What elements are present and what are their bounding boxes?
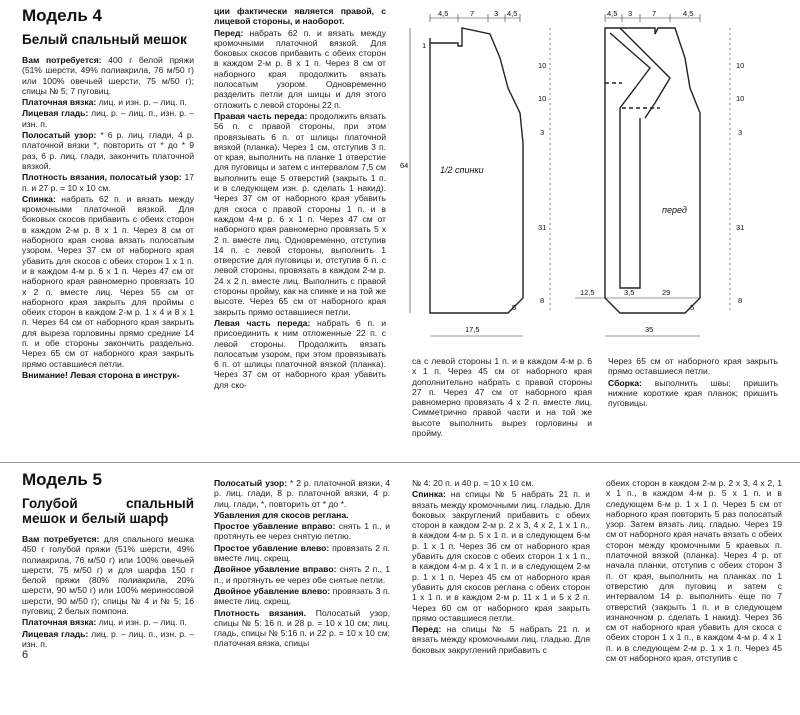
paragraph-text: продолжить вязать 56 п. с правой стороны, при этом провязывать 6 п. от шлицы платочной вязкой (планка). Через 1 см, отступив 3 п. от края, выполнить на планке 1 отверстие для пуговицы и затем с интервалом 7,5 см выполнить еще 5 отверстий (закрыть 1 п. и в следующем изн. р. сделать 1 накид). Через 37 см от наборного края убавить для скоса с правой стороны 1 п. и в каждом 4-м р. 6 х 1 п. Через 47 см от наборного края равномерно провязать 5 х 2 п. вместе лиц. Одновременно, отступив 14 п. с левой стороны, выполнить 1 отверстие для пуговицы и, отступив 6 п. с левой стороны, провязать в каждом 2-м р. 24 х 2 п. вместе лиц. Выполнить с правой стороны пройму, как на спинке и на той же высоте. Через 65 см от наборного края закрыть прямо оставшиеся петли.: [214, 110, 386, 317]
model4-col2-lead: ции фактически является правой, с лицевой стороны, и наоборот.: [214, 6, 386, 27]
paragraph-heading: Сборка:: [608, 377, 642, 388]
paragraph-text: выполнить швы; пришить нижние короткие края планок; пришить пуговицы.: [608, 377, 778, 409]
dim-bottom-front: 35: [645, 325, 654, 334]
paragraph: [412, 478, 590, 488]
paragraph-heading: Плотность вязания.: [214, 607, 307, 618]
model5-col3-body: [412, 478, 590, 655]
paragraph-heading: Правая часть переда:: [214, 110, 308, 121]
dim-top-right-4: 4,5: [683, 9, 694, 18]
model4-column-2: [214, 6, 386, 458]
paragraph-heading: Платочная вязка:: [22, 617, 97, 628]
paragraph-text: лиц. и изн. р. – лиц. п.: [96, 617, 187, 628]
paragraph: [214, 543, 390, 564]
model4-col4-body: [608, 356, 778, 408]
paragraph: [214, 608, 390, 649]
model4-column-4: [608, 356, 778, 456]
pattern-diagram: [400, 8, 800, 348]
model4-column-1: [22, 6, 194, 458]
paragraph-text: Полосатый узор, спицы № 5: 16 п. и 28 р. = 10 х 10 см; лиц. гладь, спицы № 5:16 п. и 22 р. = 10 х 10 см; платочная вязка, спицы: [214, 607, 390, 649]
dim-slit-1: 12,5: [580, 288, 595, 297]
paragraph: [214, 111, 386, 317]
paragraph: [22, 617, 194, 627]
paragraph: [22, 534, 194, 616]
paragraph-heading: Вам потребуется:: [22, 55, 102, 65]
model5-column-1: [22, 470, 194, 715]
paragraph-heading: Полосатый узор:: [214, 478, 288, 488]
model5-column-3: [412, 478, 590, 715]
dim-top-right-2: 3: [628, 9, 633, 18]
paragraph-heading: Убавления для скосов реглана.: [214, 509, 349, 520]
dim-slit-2: 3,5: [624, 288, 635, 297]
paragraph: [22, 108, 194, 129]
dim-top-left-2: 7: [470, 9, 475, 18]
model4-col1-body: [22, 55, 194, 380]
dim-right-3: 3: [738, 128, 743, 137]
paragraph-text: набрать 6 п. и присоединить к ним отложенные 22 п. с левой стороны. Продолжить вязать полосатым узором, при этом провязывать 6 п. от шлицы платочной вязкой (планка). Через 37 см от наборного края убавить для ско-: [214, 317, 386, 390]
model5-title: Модель 5: [22, 470, 102, 489]
paragraph-text: снять 1 п., и протянуть ее через снятую петлю.: [214, 521, 390, 542]
dim-mid-3: 3: [540, 128, 545, 137]
model5-subtitle: Голубой спальный мешок и белый шарф: [22, 496, 194, 526]
paragraph-text: 17 п. и 27 р. = 10 х 10 см.: [22, 172, 194, 193]
label-back: 1/2 спинки: [440, 165, 484, 175]
dim-right-2: 10: [736, 94, 745, 103]
model4-col3-text: са с левой стороны 1 п. и в каждом 4-м р. 6 х 1 п. Через 45 см от наборного края дополнительно набрать с правой стороны 27 п. Через 47 см от наборного края равномерно провязать 4 х 2 п. вместе лиц. Симметрично правой части и на той же высоте выполнить вырез горловины и пройму.: [412, 356, 592, 439]
dim-side-5-right: 5: [690, 303, 695, 312]
paragraph-text: набрать 62 п. и вязать между кромочными платочной вязкой. Для боковых скосов прибавить с обеих сторон в каждом 2-м р. 8 х 1 п. Через 8 см от наборного края продолжить вязать полосатым узором. Одновременно разделить петли для шицы и для этого отложить с левой стороны 22 п.: [214, 27, 386, 110]
paragraph: [214, 586, 390, 607]
paragraph-heading: Перед:: [412, 624, 442, 635]
paragraph: [608, 356, 778, 377]
paragraph: [214, 28, 386, 110]
paragraph-text: 400 г белой пряжи (51% шерсти, 49% полиакрила, 76 м/50 г) или 100% овечьей шерсти, 75 м/50 г); спицы № 5; 7 пуговиц.: [22, 55, 194, 96]
paragraph-text: Через 65 см от наборного края закрыть прямо оставшиеся петли.: [608, 356, 778, 377]
dim-top-left-3: 3: [494, 9, 499, 18]
paragraph-heading: Простое убавление влево:: [214, 542, 330, 553]
paragraph-text: на спицы № 5 набрать 21 п. и вязать между кромочными лиц. гладью. Для боковых закруглений прибавить с: [412, 624, 590, 655]
dim-mid-1: 10: [538, 61, 547, 70]
paragraph: [608, 378, 778, 409]
dim-top-left-1: 4,5: [438, 9, 449, 18]
dim-mid-31: 31: [538, 223, 547, 232]
paragraph: [22, 97, 194, 107]
paragraph: [214, 521, 390, 542]
dim-mid-8: 8: [540, 296, 545, 305]
section-divider: [0, 462, 800, 463]
model5-column-2: [214, 478, 390, 715]
paragraph-text: снять 2 п., 1 п., и протянуть ее через обе снятые петли.: [214, 564, 390, 585]
dim-top-left-4: 4,5: [507, 9, 518, 18]
paragraph-heading: Платочная вязка:: [22, 97, 97, 108]
dim-bottom-back: 17,5: [465, 325, 480, 334]
paragraph-text: лиц. и изн. р. – лиц. п.: [96, 97, 187, 108]
paragraph-heading: Полосатый узор:: [22, 130, 97, 141]
paragraph: [22, 55, 194, 96]
dim-total-height: 64: [400, 161, 409, 170]
paragraph: [214, 564, 390, 585]
paragraph-heading: Двойное убавление вправо:: [214, 564, 337, 575]
paragraph: [22, 370, 194, 380]
paragraph-text: лиц. р. – лиц. п., изн. р. – изн. п.: [22, 108, 194, 129]
model5-column-4: [606, 478, 782, 715]
model4-subtitle: Белый спальный мешок: [22, 32, 187, 47]
dim-left-1: 1: [422, 41, 427, 50]
dim-right-1: 10: [736, 61, 745, 70]
paragraph: [22, 130, 194, 171]
paragraph-heading: Внимание! Левая сторона в инструк-: [22, 369, 180, 380]
dim-top-right-1: 4,5: [607, 9, 618, 18]
dim-right-31: 31: [736, 223, 745, 232]
paragraph-text: для спального мешка 450 г голубой пряжи (51% шерсти, 49% полиакрила, 76 м/50 г) или 100% овечьей шерсти, 75 м/50 г) и для шарфа 150 г белой пряжи (80% полиакрила, 20% шерсти, 90 м/50 г) или 100% мериносовой шерсти, 90 м/50 г); спицы № 4 и № 5; 16 пуговиц; 2 белых помпона.: [22, 534, 194, 617]
dim-top-right-3: 7: [652, 9, 657, 18]
paragraph-heading: Перед:: [214, 27, 244, 38]
dim-right-8: 8: [738, 296, 743, 305]
paragraph-text: провязать 3 п. вместе лиц. скрещ.: [214, 585, 390, 607]
paragraph-heading: Вам потребуется:: [22, 534, 100, 544]
dim-side-5-left: 5: [512, 303, 517, 312]
paragraph: [22, 172, 194, 193]
label-front: перед: [662, 205, 687, 215]
paragraph-text: провязать 2 п. вместе лиц. скрещ.: [214, 542, 390, 564]
paragraph: [214, 478, 390, 509]
paragraph-heading: Двойное убавление влево:: [214, 585, 331, 596]
paragraph-heading: Лицевая гладь:: [22, 108, 89, 119]
paragraph: [214, 318, 386, 390]
paragraph-heading: Спинка:: [412, 489, 446, 500]
paragraph-heading: Спинка:: [22, 193, 56, 204]
paragraph-text: № 4: 20 п. и 40 р. = 10 х 10 см.: [412, 478, 534, 488]
paragraph: [214, 510, 390, 520]
paragraph-heading: Плотность вязания, полосатый узор:: [22, 172, 182, 183]
model4-col2-body: [214, 28, 386, 390]
model4-column-3: [412, 356, 592, 456]
paragraph: [22, 194, 194, 369]
paragraph-text: лиц. р. – лиц. п., изн. р. – изн. п.: [22, 628, 194, 649]
model5-col2-body: [214, 478, 390, 649]
paragraph-heading: Левая часть переда:: [214, 317, 311, 328]
model5-col4-text: обеих сторон в каждом 2-м р. 2 х 3, 4 х 2, 1 х 1 п., в каждом 4-м р. 5 х 1 п. и в следующем 6-м р. 1 х 1 п. Через 5 см от наборного края повторить 5 раз полосатый узор. Затем вязать лиц. гладью. Через 19 см от наборного края начать вязать с обеих сторон между кромочными 5 краевых п. платочной вязкой (планка). Через 4 р. от начала планки, отступив с обеих сторон 3 п. от края, выполнить на планках по 1 отверстию для пуговиц и затем с интервалом 14 р. выполнить еще по 7 отверстий (закрыть 1 п. и в следующем изнаночном р. сделать 1 накид). Через 36 см от наборного края убавить для скоса с обеих сторон 1 х 1 п., в каждом 4-м р. 4 х 1 п. и в следующем 2-м р. 1 х 1 п. Через 45 см от наборного края, отступив с: [606, 478, 782, 664]
paragraph-text: на спицы № 5 набрать 21 п. и вязать между кромочными лиц. гладью. Для боковых закруглений прибавить с обеих сторон в каждом 2-м р. 2 х 3, 4 х 2, 1 х 1 п., в каждом 4-м р. 5 х 1 п. и в следующем 6-м р. 1 х 1 п. Через 36 см от наборного края убавить для скосов с обеих сторон 1 х 1 п., в каждом 4-м р. 4 х 1 п. и в следующем 2-м р. 1 х 1 п. Через 45 см от наборного края убавить для скосов реглана с обеих сторон 1 х 1 п. и в каждом 2-м р. 11 х 1 и 5 х 2 п. Через 60 см от наборного края закрыть прямо оставшиеся петли.: [412, 489, 590, 623]
page-number: 6: [22, 649, 29, 662]
front-outline: [605, 28, 700, 313]
paragraph-text: * 6 р. лиц. глади, 4 р. платочной вязки *, повторить от * до * 9 раз, 6 р. лиц. глади, закончить платочной вязкой.: [22, 130, 194, 171]
paragraph-text: набрать 62 п. и вязать между кромочными платочной вязкой. Для боковых скосов прибавить с обеих сторон в каждом 2-м р. 8 х 1 п. Через 8 см от наборного края снова вязать полосатым узором. Через 37 см от наборного края убавить для скосов с обеих сторон 1 х 1 п. и в каждом 4-м р. 6 х 1 п. Через 47 см от наборного края равномерно провязать 10 х 2 п. вместе лиц. Через 55 см от наборного края закрыть для проймы с обеих сторон в каждом 2-м р. 1 х 4 и 8 х 1 п. Через 64 см от наборного края закрыть для выреза горловины прямо средние 14 п. и обе стороны закончить раздельно. Через 65 см от наборного края закрыть прямо оставшиеся петли.: [22, 193, 194, 369]
dim-slit-3: 29: [662, 288, 671, 297]
paragraph-heading: Простое убавление вправо:: [214, 521, 336, 532]
dim-mid-2: 10: [538, 94, 547, 103]
model4-title: Модель 4: [22, 6, 102, 25]
model5-col1-body: [22, 534, 194, 649]
paragraph-text: * 2 р. платочной вязки, 4 р. лиц. глади, 8 р. платочной вязки, 4 р. лиц. глади, *, повторить от * до *.: [214, 478, 390, 509]
paragraph: [412, 489, 590, 623]
paragraph: [22, 629, 194, 650]
paragraph-heading: Лицевая гладь:: [22, 628, 89, 639]
paragraph: [412, 624, 590, 655]
